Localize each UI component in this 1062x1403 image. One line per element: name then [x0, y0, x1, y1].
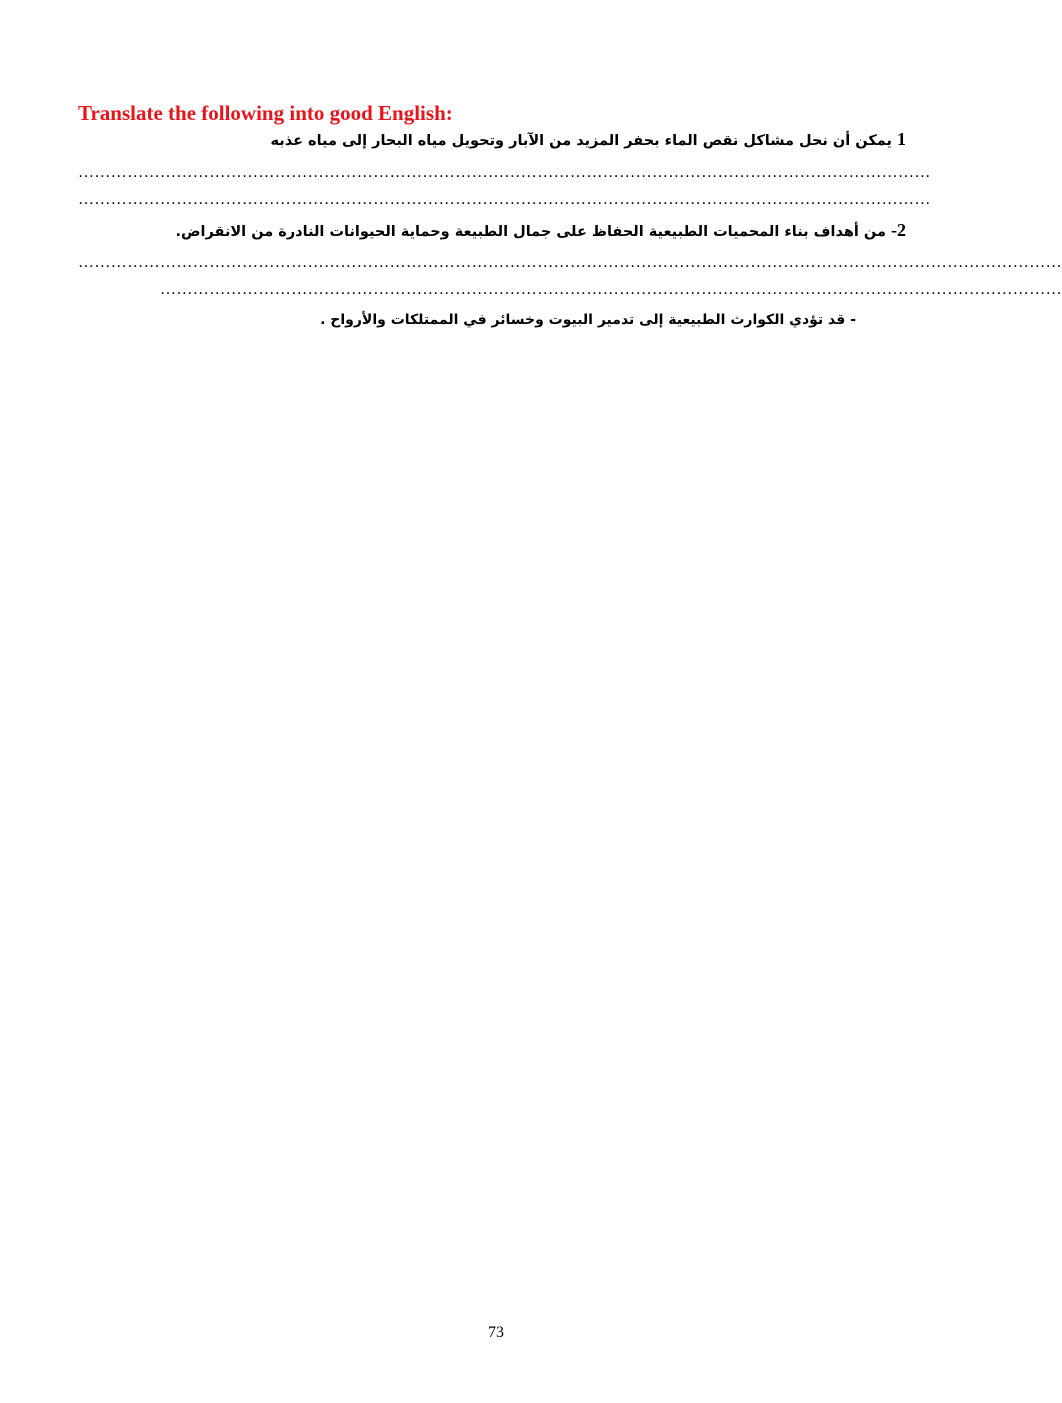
answer-line-2[interactable]: ………………………………………………………………………………………………………………………………………… [78, 191, 931, 208]
question-1-number: 1 [897, 129, 906, 149]
question-3-text: قد تؤدي الكوارث الطبيعية إلى تدمير البيوت وخسائر في الممتلكات والأرواح . [320, 312, 846, 328]
answer-line-1[interactable]: ………………………………………………………………………………………………………………………………………… [78, 164, 931, 181]
question-1 [270, 128, 906, 152]
page-number: 73 [488, 1324, 504, 1341]
question-3 [320, 309, 856, 331]
answer-line-3[interactable]: ……………………………………………………………………………………………………………………………………………………………… [78, 254, 1062, 271]
answer-line-4[interactable]: ………………………………………………………………………………………………………………………………………………… [160, 281, 1062, 298]
exercise-heading: Translate the following into good English: [78, 101, 453, 125]
question-3-marker: - [850, 312, 856, 328]
question-2-text: من أهداف بناء المحميات الطبيعية الحفاظ على جمال الطبيعة وحماية الحيوانات النادرة من الانقراض. [175, 224, 886, 240]
question-2 [176, 219, 907, 243]
question-1-text: يمكن أن نحل مشاكل نقص الماء بحفر المزيد من الآبار وتحويل مياه البحار إلى مياه عذبه [270, 133, 892, 149]
question-2-number: 2- [891, 220, 906, 240]
